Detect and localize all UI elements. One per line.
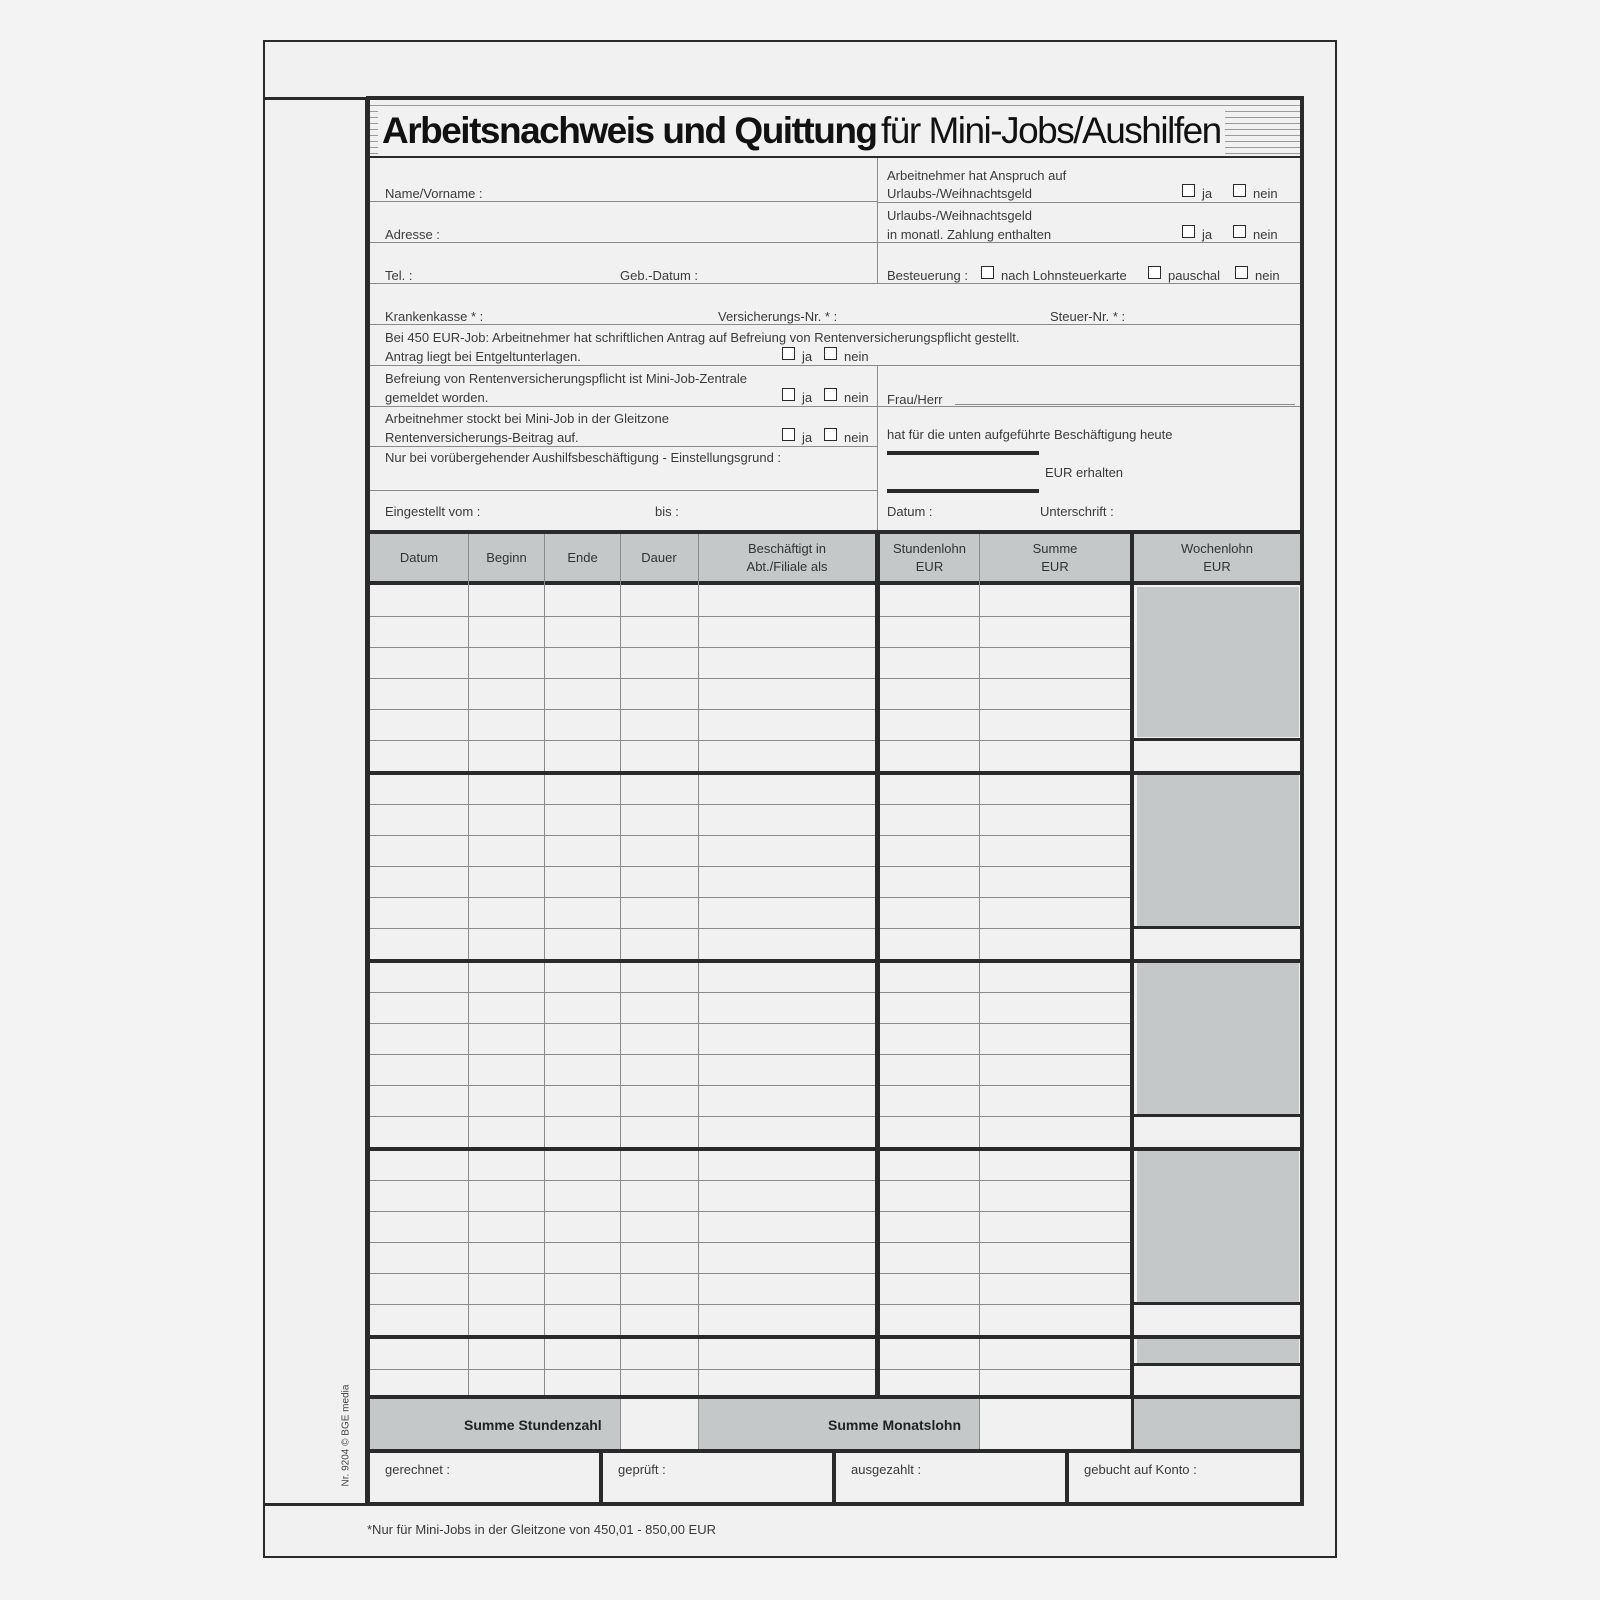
header-datum: Datum [399,550,439,565]
week3-rate-row-line-1 [880,992,1130,993]
amount-bar-1 [887,451,1039,455]
tel-label: Tel. : [385,268,413,283]
header-summe-line2: EUR [1041,559,1069,574]
header-wochenlohn [1134,540,1300,576]
datum-label: Datum : [887,504,933,519]
binding-bottom-line [263,1503,368,1506]
anspruch-line2: Urlaubs-/Weihnachtsgeld [887,186,1032,201]
week3-rate-row-line-4 [880,1085,1130,1086]
statement3-nein-checkbox[interactable] [824,428,837,441]
week4-row-line-2 [370,1211,875,1212]
week3-row-line-3 [370,1054,875,1055]
week2-row-line-2 [370,835,875,836]
pauschal-label: pauschal [1168,268,1221,283]
week4-rate-row-line-2 [880,1211,1130,1212]
footer-divider-1 [599,1453,603,1503]
enthalten-nein-checkbox[interactable] [1233,225,1246,238]
table-header-bottom-border [370,581,1300,585]
besteuerung-nein-checkbox[interactable] [1235,266,1248,279]
week2-row-line-3 [370,866,875,867]
header-beginn: Beginn [486,550,527,565]
week2-rate-row-line-3 [880,866,1130,867]
row-line-right-1 [877,202,1300,203]
week4-separator [370,1335,1300,1339]
summary-divider-3 [979,1399,980,1449]
summary-divider-2 [698,1399,699,1449]
week3-rate-row-line-3 [880,1054,1130,1055]
week4-rate-row-line-1 [880,1180,1130,1181]
enthalten-ja-checkbox[interactable] [1182,225,1195,238]
statement2-line1: Befreiung von Rentenversicherungspflicht ist Mini-Job-Zentrale [385,371,748,386]
column-line-3 [620,534,621,1395]
enthalten-line2: in monatl. Zahlung enthalten [887,227,1052,242]
week1-rate-row-line-4 [880,709,1130,710]
week4-row-line-3 [370,1242,875,1243]
week4-wochenlohn-line [1134,1302,1300,1305]
week1-row-line-5 [370,740,875,741]
row-line-s2 [370,406,1300,407]
statement4: Nur bei vorübergehender Aushilfsbeschäftigung - Einstellungsgrund : [385,450,782,465]
week4-wochenlohn-block [1137,1150,1299,1302]
pauschal-checkbox[interactable] [1148,266,1161,279]
frau-herr-line [955,404,1295,405]
lohnsteuerkarte-label: nach Lohnsteuerkarte [1001,268,1127,283]
title-underline [370,156,1300,158]
geb-datum-label: Geb.-Datum : [620,268,699,283]
statement3-line2: Rentenversicherungs-Beitrag auf. [385,430,579,445]
statement3-ja-checkbox[interactable] [782,428,795,441]
week2-row-line-5 [370,928,875,929]
unterschrift-label: Unterschrift : [1040,504,1114,519]
column-line-1 [468,534,469,1395]
eingestellt-vom-label: Eingestellt vom : [385,504,481,519]
week1-rate-row-line-1 [880,616,1130,617]
enthalten-line1: Urlaubs-/Weihnachtsgeld [887,208,1032,223]
week1-separator [370,771,1300,775]
statement2-line2: gemeldet worden. [385,390,489,405]
header-stundenlohn [880,540,979,576]
versicherungs-nr-label: Versicherungs-Nr. * : [718,309,838,324]
eur-erhalten-label: EUR erhalten [1045,465,1124,480]
besteuerung-nein-label: nein [1255,268,1280,283]
statement3-nein-label: nein [844,430,869,445]
title-regular-part: für Mini-Jobs/Aushilfen [880,110,1221,151]
week5-wochenlohn-line [1134,1363,1300,1366]
header-beschaeftigt [698,540,876,576]
gerechnet-label: gerechnet : [385,1462,451,1477]
enthalten-ja-label: ja [1202,227,1213,242]
header-summe-line1: Summe [1032,541,1078,556]
summary-divider-4 [1131,1399,1134,1449]
week3-rate-row-line-5 [880,1116,1130,1117]
anspruch-nein-label: nein [1253,186,1278,201]
name-label: Name/Vorname : [385,186,483,201]
summary-divider-1 [620,1399,621,1449]
header-stundenlohn-line1: Stundenlohn [892,541,966,556]
lohnsteuerkarte-checkbox[interactable] [981,266,994,279]
geprueft-label: geprüft : [618,1462,666,1477]
header-beschaeftigt-line1: Beschäftigt in [747,541,827,556]
column-line-4 [698,534,699,1395]
footnote: *Nur für Mini-Jobs in der Gleitzone von 450,01 - 850,00 EUR [367,1522,717,1537]
week3-rate-row-line-2 [880,1023,1130,1024]
statement3-ja-label: ja [802,430,813,445]
row-line-s3 [370,446,877,447]
header-dauer: Dauer [641,550,677,565]
enthalten-nein-label: nein [1253,227,1278,242]
week3-wochenlohn-block [1137,962,1299,1114]
amount-bar-2 [887,489,1039,493]
footer-divider-3 [1065,1453,1069,1503]
statement2-nein-label: nein [844,390,869,405]
bis-label: bis : [655,504,679,519]
binding-top-line [263,97,368,100]
statement1-nein-label: nein [844,349,869,364]
week3-row-line-1 [370,992,875,993]
week2-rate-row-line-1 [880,804,1130,805]
header-summe [980,540,1130,576]
gebucht-label: gebucht auf Konto : [1084,1462,1197,1477]
row-line-name [370,201,877,202]
row-line-right-2 [877,242,1300,243]
summary-wochenlohn-bg [1134,1399,1300,1449]
hat-fuer-label: hat für die unten aufgeführte Beschäftigung heute [887,427,1173,442]
summe-monatslohn-label: Summe Monatslohn [828,1417,962,1433]
week4-rate-row-line-3 [880,1242,1130,1243]
week4-rate-row-line-5 [880,1304,1130,1305]
statement2-ja-checkbox[interactable] [782,388,795,401]
ausgezahlt-label: ausgezahlt : [851,1462,922,1477]
header-beschaeftigt-line2: Abt./Filiale als [746,559,828,574]
week1-rate-row-line-5 [880,740,1130,741]
krankenkasse-label: Krankenkasse * : [385,309,484,324]
anspruch-ja-checkbox[interactable] [1182,184,1195,197]
week2-row-line-1 [370,804,875,805]
statement1-nein-checkbox[interactable] [824,347,837,360]
week1-rate-row-line-2 [880,647,1130,648]
week3-separator [370,1147,1300,1151]
side-note: Nr. 9204 © BGE media [340,1384,352,1487]
besteuerung-label: Besteuerung : [887,268,968,283]
week3-row-line-2 [370,1023,875,1024]
week5-row-line-1 [370,1369,875,1370]
frau-herr-label: Frau/Herr [887,392,943,407]
statement3-line1: Arbeitnehmer stockt bei Mini-Job in der Gleitzone [385,411,669,426]
week3-wochenlohn-line [1134,1114,1300,1117]
statement1-line2: Antrag liegt bei Entgeltunterlagen. [385,349,581,364]
week4-row-line-1 [370,1180,875,1181]
week1-wochenlohn-block [1137,587,1299,737]
header-ende: Ende [567,550,598,565]
statement1-ja-checkbox[interactable] [782,347,795,360]
week4-row-line-5 [370,1304,875,1305]
week2-rate-row-line-2 [880,835,1130,836]
week2-wochenlohn-line [1134,926,1300,929]
week5-rate-row-line-1 [880,1369,1130,1370]
week1-row-line-1 [370,616,875,617]
week1-row-line-4 [370,709,875,710]
row-line-s1 [370,365,1300,366]
info-divider-top [877,158,878,283]
anspruch-ja-label: ja [1202,186,1213,201]
week1-row-line-3 [370,678,875,679]
title-bold-part: Arbeitsnachweis und Quittung [382,110,877,151]
footer-divider-2 [832,1453,836,1503]
week3-row-line-4 [370,1085,875,1086]
header-wochenlohn-line1: Wochenlohn [1180,541,1254,556]
row-line-tel [370,283,1300,284]
steuer-nr-label: Steuer-Nr. * : [1050,309,1126,324]
column-line-2 [544,534,545,1395]
week1-rate-row-line-3 [880,678,1130,679]
summe-stundenzahl-label: Summe Stundenzahl [464,1417,602,1433]
week2-rate-row-line-4 [880,897,1130,898]
week1-wochenlohn-line [1134,738,1300,741]
row-line-s4 [370,490,877,491]
statement2-nein-checkbox[interactable] [824,388,837,401]
column-line-stundenlohn [979,534,980,1395]
header-stundenlohn-line2: EUR [915,559,944,574]
week4-rate-row-line-4 [880,1273,1130,1274]
anspruch-line1: Arbeitnehmer hat Anspruch auf [887,168,1067,183]
week2-rate-row-line-5 [880,928,1130,929]
form-title [378,106,1225,154]
header-wochenlohn-line2: EUR [1203,559,1231,574]
info-divider-bottom [877,365,878,530]
statement2-ja-label: ja [802,390,813,405]
week2-row-line-4 [370,897,875,898]
week4-row-line-4 [370,1273,875,1274]
row-line-krankenkasse [370,324,1300,325]
week5-wochenlohn-block [1137,1339,1299,1363]
statement1-ja-label: ja [802,349,813,364]
week1-row-line-2 [370,647,875,648]
statement1-line1: Bei 450 EUR-Job: Arbeitnehmer hat schriftlichen Antrag auf Befreiung von Rentenversicherungspflicht gestellt. [385,330,1020,345]
anspruch-nein-checkbox[interactable] [1233,184,1246,197]
row-line-adresse [370,242,877,243]
week2-wochenlohn-block [1137,774,1299,926]
week2-separator [370,959,1300,963]
adresse-label: Adresse : [385,227,440,242]
week3-row-line-5 [370,1116,875,1117]
